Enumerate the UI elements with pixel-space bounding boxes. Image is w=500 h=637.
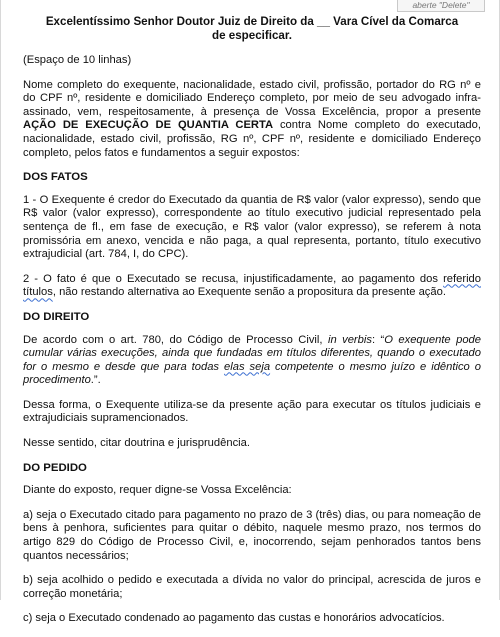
spacer-note: (Espaço de 10 linhas) — [23, 54, 132, 66]
heading-direito: DO DIREITO — [23, 310, 90, 323]
direito-p1-a: De acordo com o art. 780, do Código de Processo Civil, — [23, 333, 328, 346]
spellcheck-underline[interactable]: referido títulos — [23, 272, 481, 299]
title-line-2: de especificar. — [212, 28, 292, 42]
document-body[interactable] — [23, 15, 481, 637]
heading-pedido: DO PEDIDO — [23, 461, 87, 474]
hint-tab: aberte "Delete" — [397, 0, 485, 12]
fatos-paragraph-1: 1 - O Exequente é credor do Executado da quantia de R$ valor (valor expresso), sendo que R$ valor (valor expresso), correspondente ao título executivo judicial representado pela sentença de fl., em fase de execução, e R$ valor (valor expresso), se referem à nota promissória em anexo, vencida e não paga, a qual representa, portanto, título executivo extrajudicial (art. 784, I, do CPC). — [23, 193, 481, 261]
quote-b: competente o mesmo juízo e idêntico o procedimento — [23, 360, 481, 387]
pedido-item-b: b) seja acolhido o pedido e executada a dívida no valor do principal, acrescida de juros e correção monetária; — [23, 574, 481, 600]
direito-paragraph-2: Dessa forma, o Exequente utiliza-se da presente ação para executar os títulos judiciais e extrajudiciais supramencionados. — [23, 398, 481, 425]
intro-text-1: Nome completo do exequente, nacionalidade, estado civil, profissão, portador do RG nº e do CPF nº, residente e domiciliado Endereço completo, por meio de seu advogado infra-assinado, vem, respeitosamente, à presença de Vossa Excelência, propor a presente — [23, 78, 481, 118]
action-name: AÇÃO DE EXECUÇÃO DE QUANTIA CERTA — [23, 119, 274, 132]
title-line-1: Excelentíssimo Senhor Doutor Juiz de Direito da __ Vara Cível da Comarca — [45, 15, 459, 28]
quote-a: O exequente pode cumular várias execuções, ainda que fundadas em títulos diferentes, quando o executado for o mesmo e desde que para todas — [23, 333, 481, 373]
intro-paragraph — [23, 79, 481, 161]
spellcheck-underline-2[interactable]: elas seja — [224, 360, 271, 373]
heading-fatos: DOS FATOS — [23, 171, 88, 184]
document-title — [23, 15, 481, 42]
intro-text-2: contra Nome completo do executado, nacionalidade, estado civil, profissão, RG nº, CPF nº, residente e domiciliado Endereço completo, pelos fatos e fundamentos a seguir expostos: — [23, 119, 481, 159]
pedido-intro: Diante do exposto, requer digne-se Vossa Excelência: — [23, 484, 292, 497]
pedido-item-c: c) seja o Executado condenado ao pagamento das custas e honorários advocatícios. — [23, 612, 445, 625]
fatos-paragraph-2 — [23, 273, 481, 300]
pedido-item-a: a) seja o Executado citado para pagamento no prazo de 3 (três) dias, ou para nomeação de bens à penhora, suficientes para quitar o débito, naquele mesmo prazo, nos termos do artigo 829 do Código de Processo Civil, e, inocorrendo, sejam penhorados tantos bens quantos necessários; — [23, 508, 481, 562]
direito-p1-b: : “ — [371, 333, 385, 346]
quote-end: .”. — [90, 374, 101, 387]
in-verbis: in verbis — [327, 333, 372, 346]
direito-paragraph-3: Nesse sentido, citar doutrina e jurisprudência. — [23, 437, 250, 450]
fatos-p2-b: , não restando alternativa ao Exequente senão a propositura da presente ação. — [52, 286, 446, 299]
fatos-p2-a: 2 - O fato é que o Executado se recusa, injustificadamente, ao pagamento dos — [23, 272, 444, 285]
direito-paragraph-1 — [23, 334, 481, 388]
